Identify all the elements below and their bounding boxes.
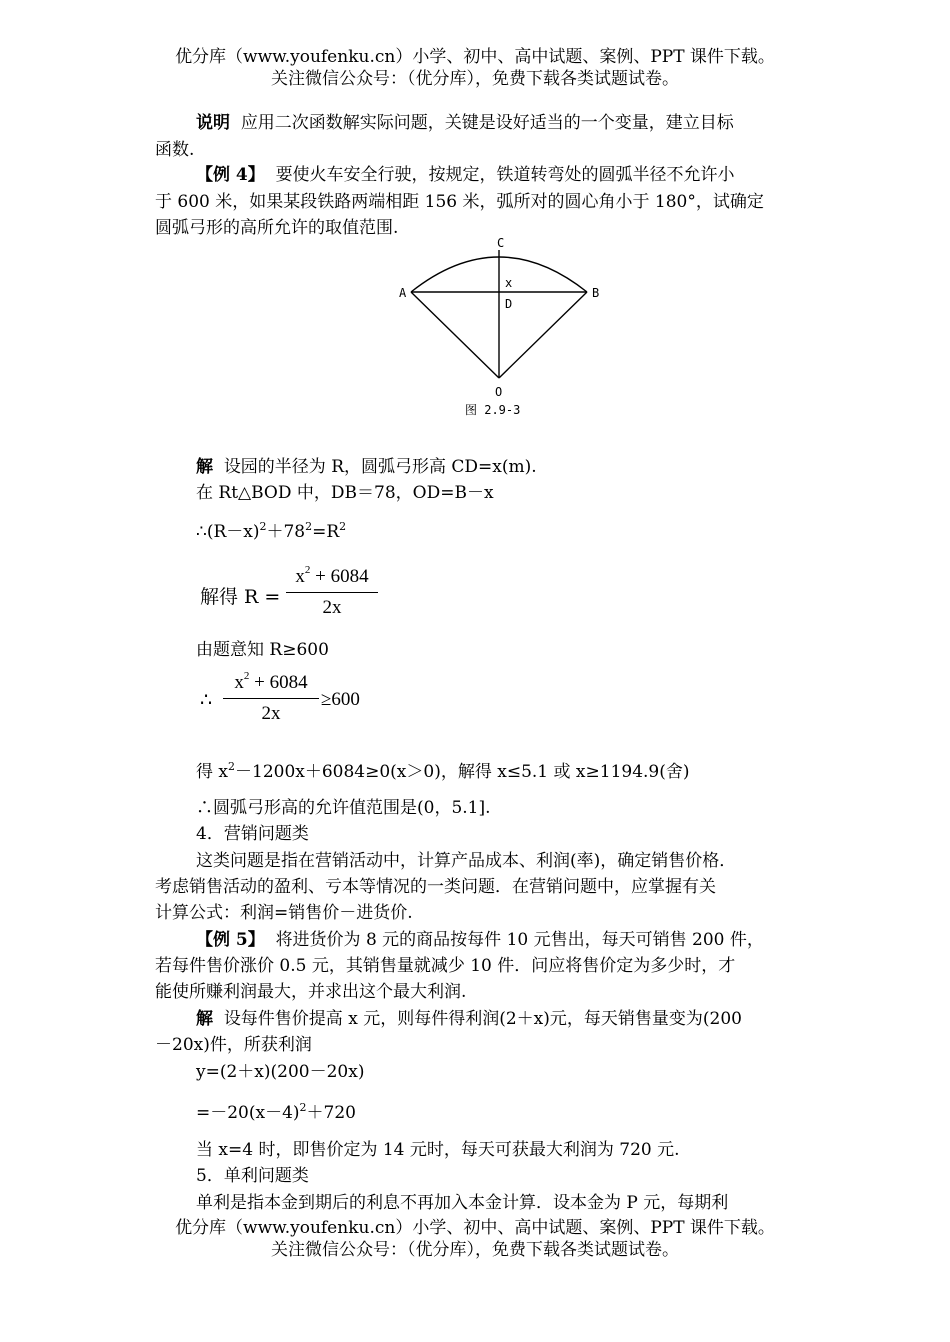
solution5-line-1 [196,1004,742,1029]
example5-text-1: 将进货价为 8 元的商品按每件 10 元售出，每天可销售 200 件， [275,930,764,950]
header-line-2: 关注微信公众号：（优分库），免费下载各类试题试卷。 [271,69,679,89]
example4-text-1: 要使火车安全行驶，按规定，铁道转弯处的圆弧半径不允许小 [275,165,735,185]
label-o: O [495,385,503,399]
example5-line-1 [196,925,764,950]
solution5-line-5: 当 x=4 时，即售价定为 14 元时，每天可获最大利润为 720 元. [196,1140,680,1160]
fraction-r-numerator: $x^2 + 6084$ [286,566,378,593]
section4-line-1: 这类问题是指在营销活动中，计算产品成本、利润(率)，确定销售价格． [196,851,737,871]
equation-1: $\therefore(R-x)^2+78^2=R^2$ [196,520,347,542]
example4-label: 【例 4】 [196,165,265,185]
section4-line-3: 计算公式：利润=销售价－进货价. [155,903,413,923]
solution5-line-2: －20x)件，所获利润 [155,1035,312,1055]
fraction-ineq-denominator: 2x [261,703,281,724]
example4-line-1 [196,160,735,185]
note-line-2: 函数. [155,140,195,160]
radius-oa [411,292,499,378]
example5-label: 【例 5】 [196,930,265,950]
fraction-r [286,566,378,619]
solution5-label: 解 [196,1009,213,1029]
fraction-ineq [223,672,319,725]
note-text-1: 应用二次函数解实际问题，关键是设好适当的一个变量，建立目标 [240,113,734,133]
label-d: D [505,297,513,311]
note-line-1 [196,108,734,133]
solution4-line-3: 由题意知 R≥600 [196,640,329,660]
therefore-symbol: ∴ [200,689,213,711]
inequality-line: 得 $x^2-1200x+6084\ge 0(x>0)$，解得 x≤5.1 或 x≥1194.9(舍) [196,760,690,782]
solution4-line-2: 在 Rt△BOD 中，DB＝78，OD=B－x [196,483,494,503]
example4-line-2: 于 600 米，如果某段铁路两端相距 156 米，弧所对的圆心角小于 180°，试确定 [155,192,764,212]
solution4-label: 解 [196,457,213,477]
label-a: A [399,286,407,300]
solution4-text-1: 设园的半径为 R，圆弧弓形高 CD=x(m). [223,457,537,477]
label-x: x [505,276,513,290]
label-b: B [592,286,600,300]
solution5-line-4: $=-20(x-4)^2+720$ [196,1101,356,1123]
solution5-line-3: y=(2＋x)(200－20x) [196,1062,365,1082]
section4-line-2: 考虑销售活动的盈利、亏本等情况的一类问题．在营销问题中，应掌握有关 [155,877,716,897]
solution4-line-1 [196,452,537,477]
label-c: C [497,236,505,250]
fraction-ineq-numerator: $x^2 + 6084$ [223,672,319,699]
section5-title: 5．单利问题类 [196,1166,309,1186]
section4-title: 4．营销问题类 [196,824,309,844]
arc-diagram [395,232,615,422]
figure-caption: 图 2.9-3 [465,403,521,417]
note-label: 说明 [196,113,230,133]
footer-line-1: 优分库（www.youfenku.cn）小学、初中、高中试题、案例、PPT 课件下载。 [175,1218,775,1238]
example4-line-3: 圆弧弓形的高所允许的取值范围. [155,218,399,238]
example5-line-2: 若每件售价涨价 0.5 元，其销售量就减少 10 件．问应将售价定为多少时，才 [155,956,736,976]
solve-r-prefix: 解得 R = [200,586,281,608]
section5-line-1: 单利是指本金到期后的利息不再加入本金计算．设本金为 P 元，每期利 [196,1193,729,1213]
fraction-ineq-rhs: ≥600 [321,689,360,710]
fraction-r-denominator: 2x [322,597,342,618]
footer-line-2: 关注微信公众号：（优分库），免费下载各类试题试卷。 [271,1240,679,1260]
solution4-conclusion: ∴圆弧弓形高的允许值范围是(0，5.1]. [196,798,491,818]
solution5-text-1: 设每件售价提高 x 元，则每件得利润(2＋x)元，每天销售量变为(200 [223,1009,742,1029]
header-line-1: 优分库（www.youfenku.cn）小学、初中、高中试题、案例、PPT 课件下载。 [175,47,775,67]
example5-line-3: 能使所赚利润最大，并求出这个最大利润. [155,982,467,1002]
